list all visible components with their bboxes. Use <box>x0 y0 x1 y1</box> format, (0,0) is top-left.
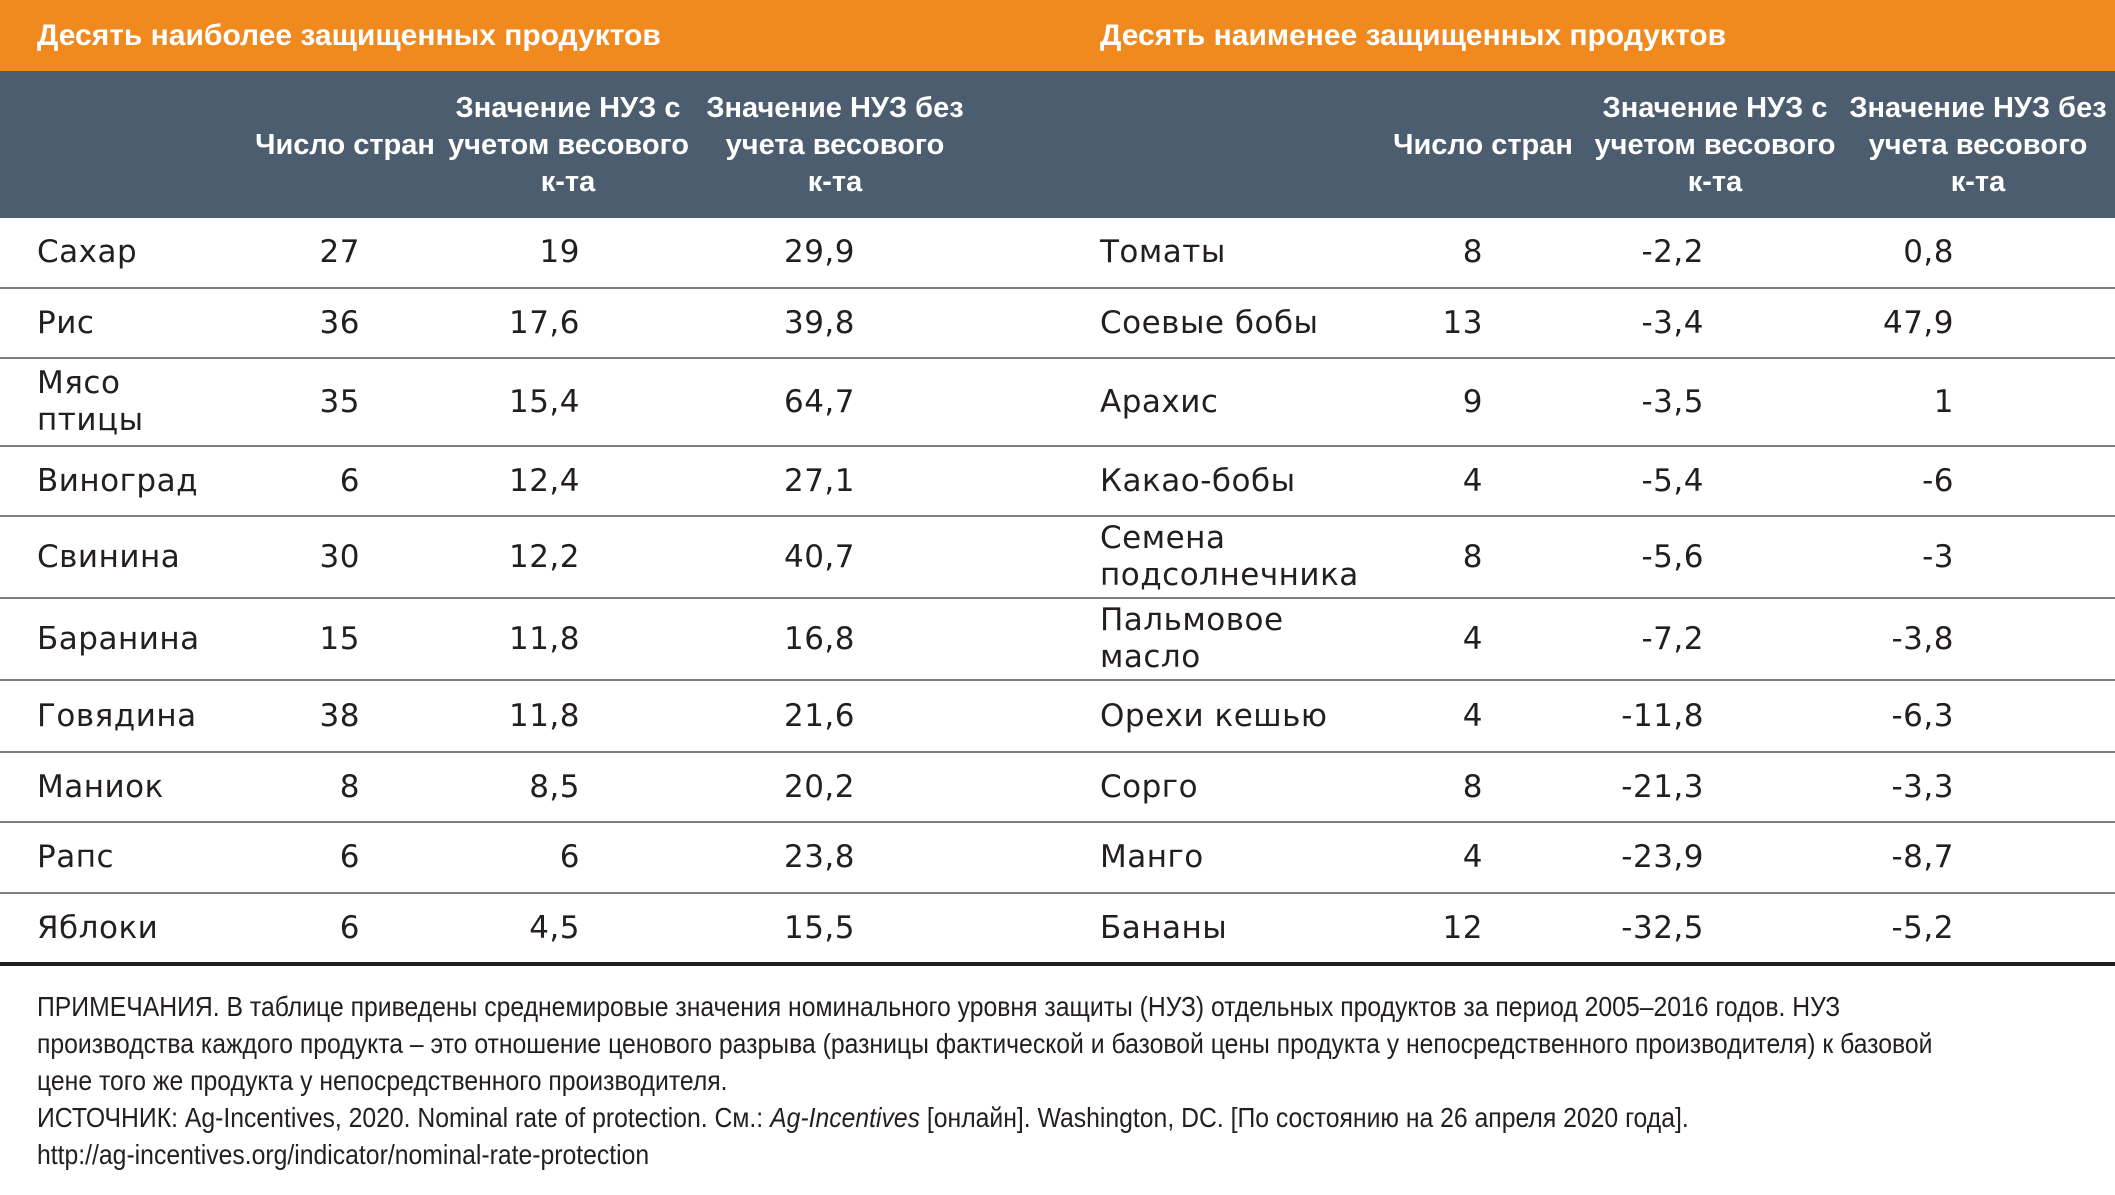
left-countries-value: 38 <box>319 697 360 734</box>
right-unweighted-value: 47,9 <box>1882 304 1954 341</box>
right-weighted-value: -32,5 <box>1621 909 1704 946</box>
least-protected-heading: Десять наименее защищенных продуктов <box>1100 19 1727 52</box>
left-countries-value: 6 <box>339 462 360 499</box>
right-header-countries: Число стран <box>1393 129 1573 161</box>
source-prefix: ИСТОЧНИК: Ag-Incentives, 2020. Nominal rate of protection. См.: <box>37 1102 771 1133</box>
header-line: Значение НУЗ с <box>455 92 681 124</box>
right-countries-value: 4 <box>1462 839 1483 875</box>
source-line <box>37 1099 2071 1136</box>
right-countries-value: 8 <box>1462 768 1483 805</box>
product-name-line: Баранина <box>37 620 200 657</box>
product-name-line: Рапс <box>37 839 115 875</box>
header-line: Значение НУЗ без <box>706 92 964 124</box>
left-header-weighted <box>448 90 688 201</box>
left-countries-value: 15 <box>319 620 360 657</box>
product-name-line: Сахар <box>37 234 138 270</box>
table-row <box>0 753 2115 823</box>
left-unweighted-value: 20,2 <box>783 768 855 805</box>
left-weighted-value: 17,6 <box>508 304 580 341</box>
table-row <box>0 894 2115 966</box>
header-line: учета весового <box>1868 129 2088 161</box>
right-countries-value: 12 <box>1442 909 1483 946</box>
table-row <box>0 359 2115 447</box>
right-weighted-value: -11,8 <box>1621 697 1704 734</box>
right-countries-value: 4 <box>1462 620 1483 657</box>
right-unweighted-value: -3,3 <box>1891 768 1954 805</box>
right-countries-value: 4 <box>1462 697 1483 734</box>
left-countries-value: 27 <box>319 234 360 270</box>
right-unweighted-value: -6 <box>1922 462 1954 499</box>
left-unweighted-value: 29,9 <box>783 234 855 270</box>
header-line: Значение НУЗ без <box>1849 92 2107 124</box>
left-countries-value: 6 <box>339 839 360 875</box>
product-name-line: масло <box>1100 639 1201 675</box>
right-unweighted-value: -8,7 <box>1891 839 1954 875</box>
product-name-line: Соевые бобы <box>1100 304 1319 341</box>
right-countries-value: 9 <box>1462 383 1483 420</box>
most-protected-heading: Десять наиболее защищенных продуктов <box>37 19 661 52</box>
left-header-countries: Число стран <box>255 129 435 161</box>
left-unweighted-value: 15,5 <box>783 909 855 946</box>
right-countries-value: 4 <box>1462 462 1483 499</box>
product-name-line: Яблоки <box>37 909 159 946</box>
header-line: учетом весового <box>1594 129 1836 161</box>
product-name-line: Какао-бобы <box>1100 462 1296 499</box>
left-weighted-value: 4,5 <box>529 909 580 946</box>
right-header-weighted <box>1590 90 1840 201</box>
right-weighted-value: -5,4 <box>1641 462 1704 499</box>
left-unweighted-value: 21,6 <box>783 697 855 734</box>
left-weighted-value: 12,4 <box>508 462 580 499</box>
left-countries-value: 30 <box>319 538 360 575</box>
section-header-bar <box>0 0 2115 71</box>
header-line: к-та <box>540 166 596 198</box>
product-name-line: Манго <box>1100 839 1204 875</box>
table-body <box>0 218 2115 966</box>
product-name-line: Говядина <box>37 697 197 734</box>
product-name-line: птицы <box>37 402 144 438</box>
left-unweighted-value: 23,8 <box>783 839 855 875</box>
source-italic: Ag-Incentives <box>770 1102 921 1133</box>
right-countries-value: 8 <box>1462 234 1483 270</box>
product-name-line: Сорго <box>1100 768 1199 805</box>
left-weighted-value: 11,8 <box>508 620 580 657</box>
left-weighted-value: 12,2 <box>508 538 580 575</box>
table-row <box>0 681 2115 753</box>
right-countries-value: 13 <box>1442 304 1483 341</box>
product-name-line: Мясо <box>37 365 121 401</box>
header-line: к-та <box>1687 166 1743 198</box>
note-line: производства каждого продукта – это отношение ценового разрыва (разницы фактической и базовой цены продукта у непосредственного производителя) к базовой <box>37 1028 1933 1059</box>
table-row <box>0 517 2115 599</box>
right-unweighted-value: -3,8 <box>1891 620 1954 657</box>
product-name-line: Виноград <box>37 462 199 499</box>
left-unweighted-value: 27,1 <box>783 462 855 499</box>
left-unweighted-value: 40,7 <box>783 538 855 575</box>
left-weighted-value: 11,8 <box>508 697 580 734</box>
right-weighted-value: -23,9 <box>1621 839 1704 875</box>
source-suffix: [онлайн]. Washington, DC. [По состоянию на 26 апреля 2020 года]. <box>920 1102 1689 1133</box>
right-unweighted-value: -5,2 <box>1891 909 1954 946</box>
right-unweighted-value: -6,3 <box>1891 697 1954 734</box>
right-weighted-value: -3,4 <box>1641 304 1704 341</box>
header-line: к-та <box>1950 166 2006 198</box>
product-name-line: Томаты <box>1100 234 1226 270</box>
left-weighted-value: 8,5 <box>529 768 580 805</box>
left-header-unweighted <box>705 90 965 201</box>
header-line: Значение НУЗ с <box>1602 92 1828 124</box>
right-weighted-value: -3,5 <box>1641 383 1704 420</box>
left-unweighted-value: 16,8 <box>783 620 855 657</box>
left-weighted-value: 6 <box>559 839 580 875</box>
note-line: цене того же продукта у непосредственного производителя. <box>37 1065 728 1096</box>
product-name-line: подсолнечника <box>1100 557 1359 593</box>
table-notes <box>37 988 2071 1173</box>
product-name-line: Бананы <box>1100 909 1228 946</box>
right-weighted-value: -2,2 <box>1641 234 1704 270</box>
right-countries-value: 8 <box>1462 538 1483 575</box>
table-row <box>0 599 2115 681</box>
product-name-line: Рис <box>37 304 95 341</box>
right-weighted-value: -5,6 <box>1641 538 1704 575</box>
right-weighted-value: -7,2 <box>1641 620 1704 657</box>
left-countries-value: 36 <box>319 304 360 341</box>
table-row <box>0 447 2115 517</box>
left-weighted-value: 19 <box>539 234 580 270</box>
header-line: учетом весового <box>448 129 689 161</box>
left-countries-value: 6 <box>339 909 360 946</box>
left-countries-value: 8 <box>339 768 360 805</box>
right-weighted-value: -21,3 <box>1621 768 1704 805</box>
source-url: http://ag-incentives.org/indicator/nominal-rate-protection <box>37 1139 650 1170</box>
table-row <box>0 823 2115 894</box>
note-line: ПРИМЕЧАНИЯ. В таблице приведены среднемировые значения номинального уровня защиты (НУЗ) отдельных продуктов за период 2005–2016 годов. НУЗ <box>37 991 1841 1022</box>
right-unweighted-value: 0,8 <box>1903 234 1954 270</box>
left-countries-value: 35 <box>319 383 360 420</box>
left-unweighted-value: 64,7 <box>783 383 855 420</box>
product-name-line: Свинина <box>37 538 181 575</box>
product-name-line: Маниок <box>37 768 164 805</box>
right-unweighted-value: -3 <box>1922 538 1954 575</box>
right-unweighted-value: 1 <box>1933 383 1954 420</box>
product-name-line: Семена <box>1100 520 1226 556</box>
table-row <box>0 289 2115 359</box>
product-name-line: Арахис <box>1100 383 1219 420</box>
right-header-unweighted <box>1848 90 2108 201</box>
left-weighted-value: 15,4 <box>508 383 580 420</box>
left-unweighted-value: 39,8 <box>783 304 855 341</box>
header-line: учета весового <box>725 129 945 161</box>
product-name-line: Пальмовое <box>1100 602 1284 638</box>
header-line: к-та <box>807 166 863 198</box>
product-name-line: Орехи кешью <box>1100 697 1328 734</box>
table-row <box>0 218 2115 289</box>
